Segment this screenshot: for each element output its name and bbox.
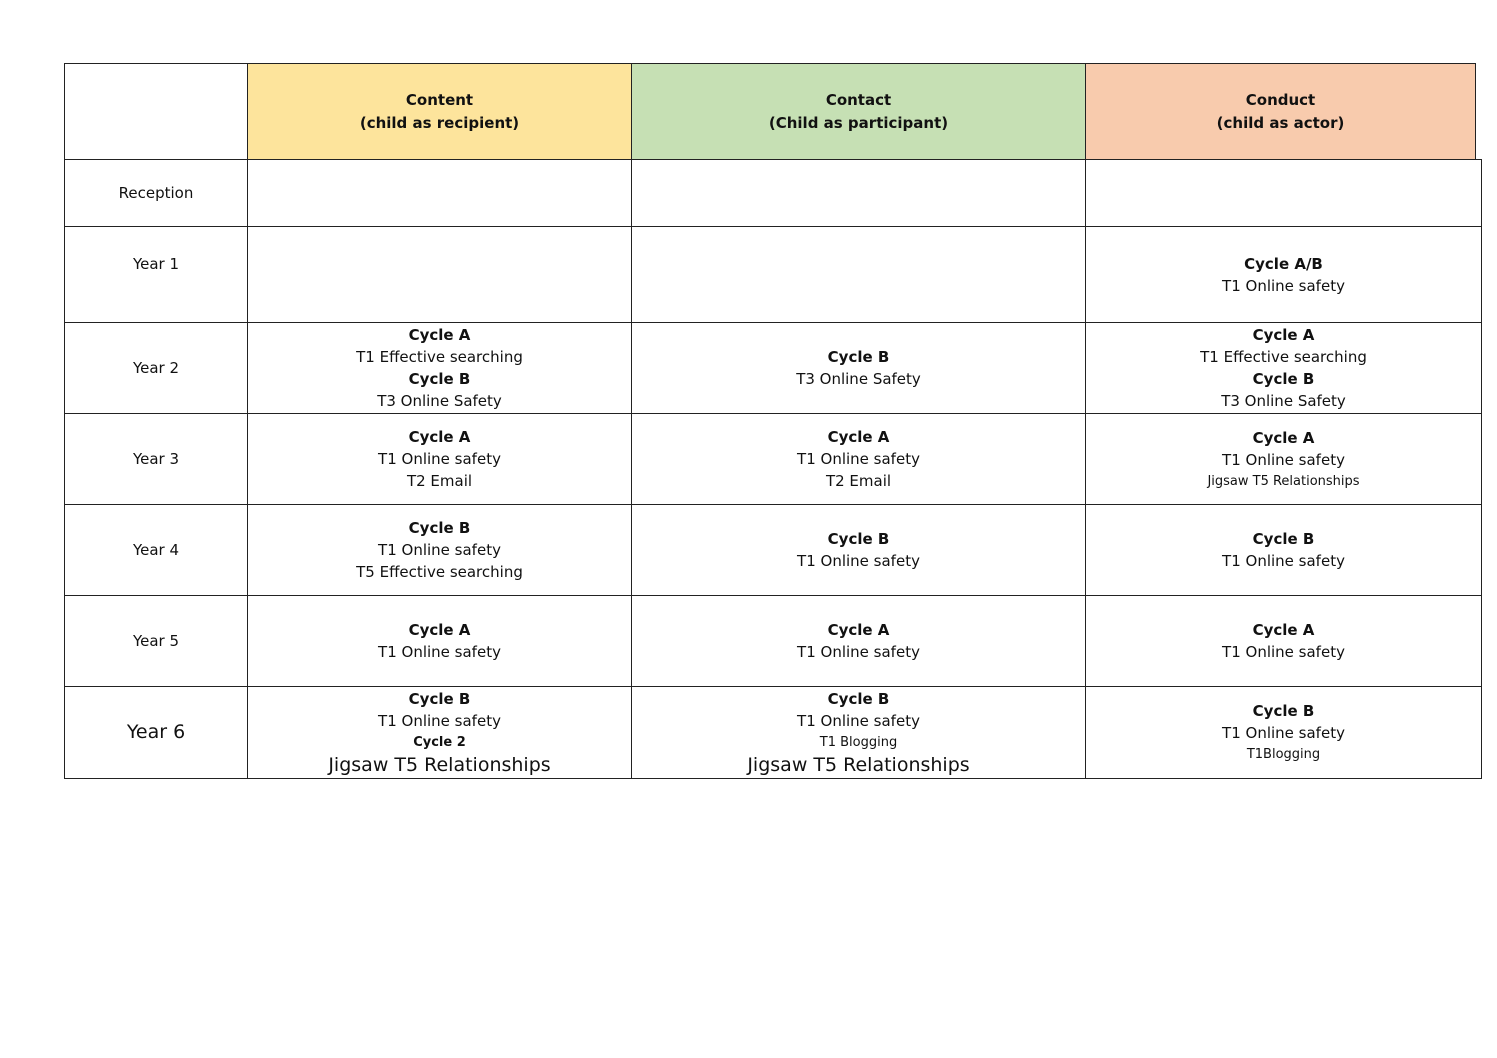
year2-conduct-cell bbox=[1085, 322, 1482, 414]
curriculum-table bbox=[64, 63, 1482, 779]
header-conduct-title: Conduct bbox=[1245, 90, 1316, 109]
topic-text: T1 Effective searching bbox=[356, 348, 523, 366]
topic-text: T1 Online safety bbox=[378, 643, 501, 661]
row-label-text: Year 1 bbox=[132, 255, 180, 273]
topic-text: T1 Online safety bbox=[378, 450, 501, 468]
year5-contact-cell bbox=[631, 595, 1086, 687]
topic-text: T1 Online safety bbox=[797, 552, 920, 570]
cycle-label: Cycle A bbox=[827, 428, 890, 446]
topic-text: T1 Online safety bbox=[1222, 450, 1345, 469]
row-label-reception bbox=[64, 159, 248, 227]
topic-text: T1 Online safety bbox=[1222, 276, 1345, 295]
reception-contact-cell bbox=[631, 159, 1086, 227]
year6-contact-cell bbox=[631, 686, 1086, 779]
topic-text: T3 Online Safety bbox=[1221, 392, 1346, 410]
topic-text: T1 Online safety bbox=[1222, 552, 1345, 570]
topic-text: T2 Email bbox=[825, 472, 892, 490]
row-label-text: Year 3 bbox=[132, 450, 180, 468]
year2-content-cell bbox=[247, 322, 632, 414]
cycle-label: Cycle A bbox=[408, 326, 471, 344]
cycle-label: Cycle B bbox=[827, 530, 890, 548]
row-label-year6 bbox=[64, 686, 248, 779]
cycle-label: Cycle B bbox=[408, 689, 471, 708]
year3-conduct-cell bbox=[1085, 413, 1482, 505]
year5-conduct-cell bbox=[1085, 595, 1482, 687]
row-label-year5 bbox=[64, 595, 248, 687]
header-conduct bbox=[1085, 63, 1476, 160]
cycle-label: Cycle B bbox=[1252, 702, 1315, 720]
row-label-text: Year 2 bbox=[132, 359, 180, 377]
year5-content-cell bbox=[247, 595, 632, 687]
reception-conduct-cell bbox=[1085, 159, 1482, 227]
row-label-text: Year 5 bbox=[132, 632, 180, 650]
topic-text: T3 Online Safety bbox=[796, 370, 921, 388]
topic-text: T1 Blogging bbox=[819, 734, 898, 750]
topic-text: T1 Online safety bbox=[1222, 643, 1345, 661]
cycle-label: Cycle B bbox=[827, 689, 890, 708]
topic-text: T1 Online safety bbox=[797, 643, 920, 661]
header-empty-cell bbox=[64, 63, 248, 160]
row-label-text: Year 6 bbox=[126, 721, 186, 743]
header-content-subtitle: (child as recipient) bbox=[359, 113, 520, 132]
row-label-text: Reception bbox=[118, 184, 194, 202]
year4-contact-cell bbox=[631, 504, 1086, 596]
reception-content-cell bbox=[247, 159, 632, 227]
cycle-label: Cycle B bbox=[408, 519, 471, 537]
row-label-year1 bbox=[64, 226, 248, 323]
topic-text: T5 Effective searching bbox=[356, 563, 523, 581]
topic-text: Jigsaw T5 Relationships bbox=[747, 753, 970, 776]
year1-conduct-cell bbox=[1085, 226, 1482, 323]
topic-text: Jigsaw T5 Relationships bbox=[1207, 473, 1360, 489]
cycle-label: Cycle A/B bbox=[1244, 254, 1323, 273]
topic-text: T3 Online Safety bbox=[377, 392, 502, 410]
cycle-label: Cycle B bbox=[827, 348, 890, 366]
header-content bbox=[247, 63, 632, 160]
year3-contact-cell bbox=[631, 413, 1086, 505]
topic-text: T2 Email bbox=[406, 472, 473, 490]
header-contact bbox=[631, 63, 1086, 160]
year6-conduct-cell bbox=[1085, 686, 1482, 779]
cycle-label: Cycle A bbox=[827, 621, 890, 639]
row-label-year4 bbox=[64, 504, 248, 596]
cycle-label: Cycle B bbox=[408, 370, 471, 388]
topic-text: T1 Online safety bbox=[797, 450, 920, 468]
cycle-label: Cycle A bbox=[1252, 428, 1315, 447]
topic-text: Jigsaw T5 Relationships bbox=[328, 753, 551, 776]
topic-text: T1 Effective searching bbox=[1200, 348, 1367, 366]
header-contact-title: Contact bbox=[825, 90, 892, 109]
topic-text: T1 Online safety bbox=[378, 711, 501, 730]
topic-text: T1Blogging bbox=[1246, 747, 1321, 762]
row-label-year2 bbox=[64, 322, 248, 414]
header-contact-subtitle: (Child as participant) bbox=[768, 113, 949, 132]
year3-content-cell bbox=[247, 413, 632, 505]
cycle-label: Cycle A bbox=[1252, 621, 1315, 639]
cycle-label: Cycle B bbox=[1252, 370, 1315, 388]
year4-content-cell bbox=[247, 504, 632, 596]
header-conduct-subtitle: (child as actor) bbox=[1216, 113, 1345, 132]
topic-text: T1 Online safety bbox=[1222, 724, 1345, 742]
cycle-label: Cycle A bbox=[1252, 326, 1315, 344]
year1-content-cell bbox=[247, 226, 632, 323]
cycle-label: Cycle B bbox=[1252, 530, 1315, 548]
year1-contact-cell bbox=[631, 226, 1086, 323]
row-label-text: Year 4 bbox=[132, 541, 180, 559]
header-content-title: Content bbox=[405, 90, 474, 109]
cycle-label: Cycle A bbox=[408, 621, 471, 639]
year6-content-cell bbox=[247, 686, 632, 779]
row-label-year3 bbox=[64, 413, 248, 505]
year4-conduct-cell bbox=[1085, 504, 1482, 596]
topic-text: T1 Online safety bbox=[797, 711, 920, 730]
cycle-label: Cycle A bbox=[408, 428, 471, 446]
cycle-label: Cycle 2 bbox=[413, 734, 466, 750]
year2-contact-cell bbox=[631, 322, 1086, 414]
topic-text: T1 Online safety bbox=[378, 541, 501, 559]
